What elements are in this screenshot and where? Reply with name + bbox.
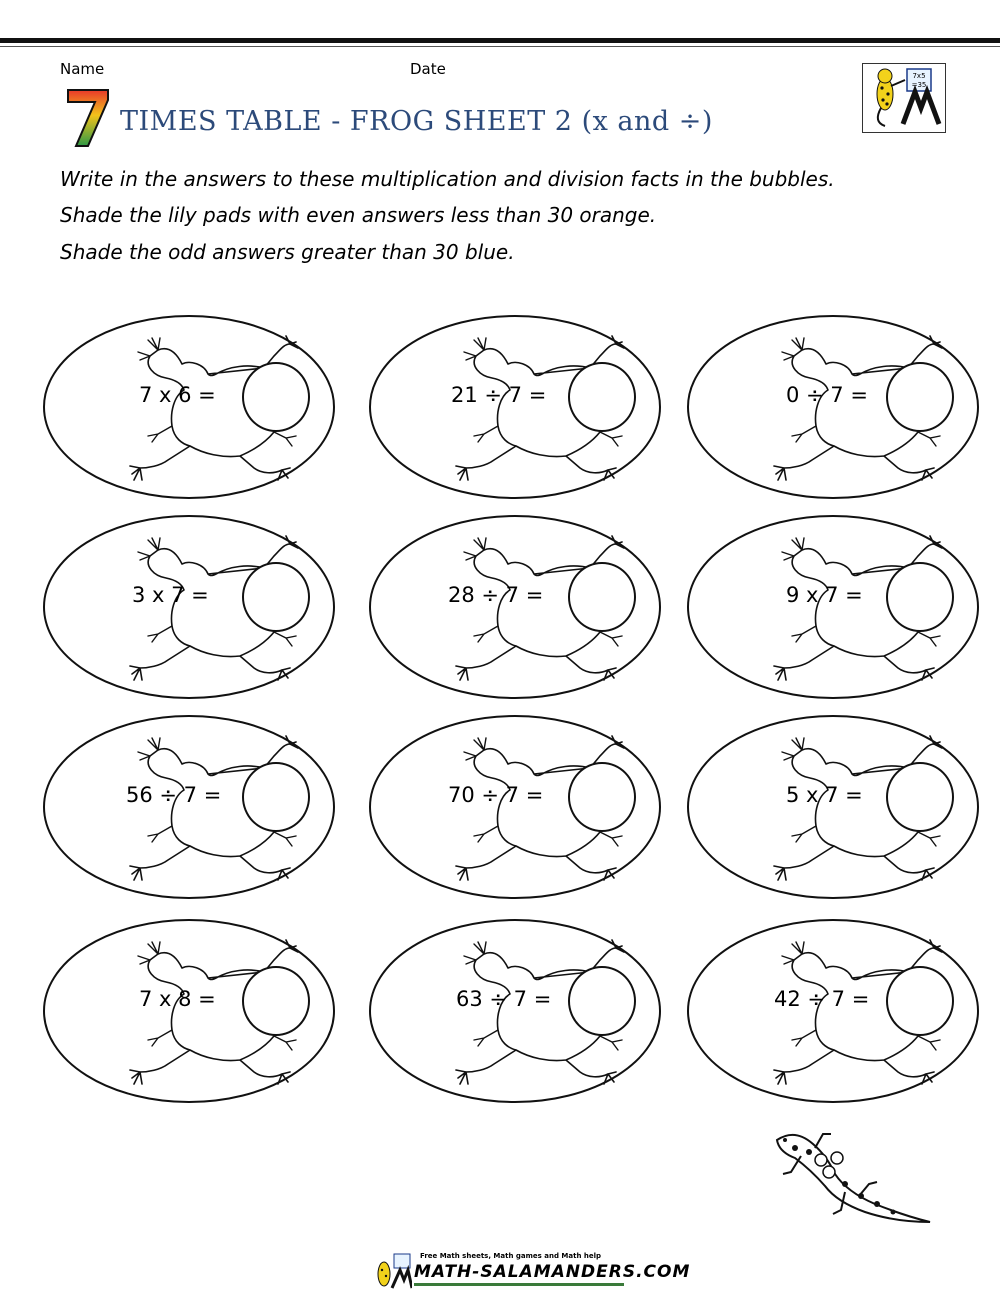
pad-fact: 0 ÷ 7 = (786, 383, 868, 407)
salamander-logo-icon (863, 64, 945, 132)
lily-pad (686, 918, 980, 1104)
lily-pad (368, 514, 662, 700)
page-title: TIMES TABLE - FROG SHEET 2 (x and ÷) (120, 106, 713, 137)
answer-bubble[interactable] (568, 362, 636, 432)
instruction-1: Write in the answers to these multiplication and division facts in the bubbles. (60, 167, 835, 191)
pad-fact: 9 x 7 = (786, 583, 863, 607)
logo-fact-top: 7x5 (912, 72, 926, 80)
pad-fact: 70 ÷ 7 = (448, 783, 544, 807)
answer-bubble[interactable] (568, 966, 636, 1036)
lily-pad (42, 714, 336, 900)
pad-fact: 21 ÷ 7 = (451, 383, 547, 407)
pad-fact: 7 x 8 = (139, 987, 216, 1011)
digit-seven-text (64, 86, 65, 87)
answer-bubble[interactable] (886, 362, 954, 432)
pad-fact: 7 x 6 = (139, 383, 216, 407)
lily-pad (42, 514, 336, 700)
digit-seven (64, 86, 112, 150)
instruction-2: Shade the lily pads with even answers less than 30 orange. (60, 203, 657, 227)
lily-pad (686, 714, 980, 900)
lily-pad (368, 714, 662, 900)
pad-fact: 56 ÷ 7 = (126, 783, 222, 807)
pad-fact: 63 ÷ 7 = (456, 987, 552, 1011)
footer-tagline: Free Math sheets, Math games and Math help (420, 1252, 602, 1260)
lily-pad (686, 514, 980, 700)
name-label: Name (60, 60, 105, 78)
answer-bubble[interactable] (568, 762, 636, 832)
answer-bubble[interactable] (242, 562, 310, 632)
salamander-icon (765, 1126, 935, 1226)
answer-bubble[interactable] (886, 966, 954, 1036)
footer-branding (372, 1252, 691, 1290)
date-label: Date (410, 60, 446, 78)
lily-pad (368, 314, 662, 500)
lily-pad (686, 314, 980, 500)
answer-bubble[interactable] (242, 966, 310, 1036)
salamander-logo (862, 63, 946, 133)
pad-fact: 5 x 7 = (786, 783, 863, 807)
footer-logo-icon (372, 1252, 412, 1290)
instruction-3: Shade the odd answers greater than 30 blue. (60, 240, 515, 264)
logo-fact-bottom: =35 (911, 81, 927, 89)
pad-fact: 42 ÷ 7 = (774, 987, 870, 1011)
footer-site: MATH-SALAMANDERS.COM (414, 1262, 691, 1282)
top-rule-thin (0, 46, 1000, 47)
answer-bubble[interactable] (568, 562, 636, 632)
answer-bubble[interactable] (886, 762, 954, 832)
top-rule (0, 38, 1000, 43)
pad-fact: 28 ÷ 7 = (448, 583, 544, 607)
lily-pad (42, 918, 336, 1104)
lily-pad (368, 918, 662, 1104)
pad-fact: 3 x 7 = (132, 583, 209, 607)
answer-bubble[interactable] (886, 562, 954, 632)
answer-bubble[interactable] (242, 762, 310, 832)
footer-underline (414, 1283, 624, 1286)
lily-pad (42, 314, 336, 500)
answer-bubble[interactable] (242, 362, 310, 432)
